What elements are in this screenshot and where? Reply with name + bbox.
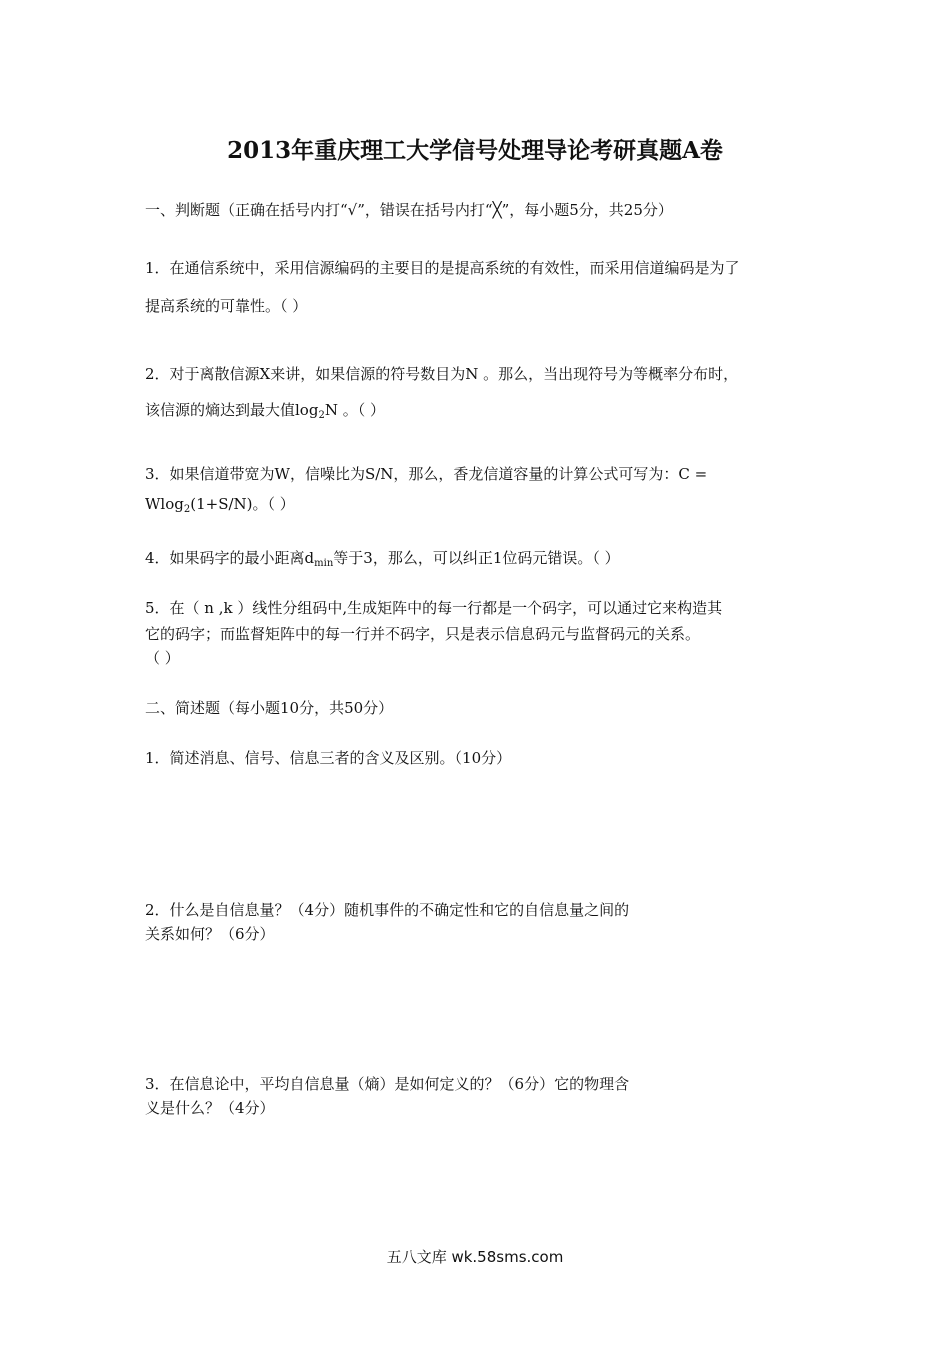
s1-q5-line2: 它的码字；而监督矩阵中的每一行并不码字，只是表示信息码元与监督码元的关系。 (145, 625, 701, 643)
s1-q3-line2: Wlog$_2$(1+S/N)。（ ） (145, 495, 295, 515)
page-title: 2013年重庆理工大学信号处理导论考研真题A卷 (227, 137, 723, 164)
s1-q2-line2: 该信源的熵达到最大值$\log_2N$ 。（ ） (145, 401, 385, 421)
section1-heading: 一、判断题（正确在括号内打“√”，错误在括号内打“╳”，每小题5分，共25分） (145, 201, 673, 219)
s1-q5-line1: 5．在（ n ,k ）线性分组码中,生成矩阵中的每一行都是一个码字，可以通过它来构造其 (145, 599, 723, 617)
s2-q3-line2: 义是什么？（4分） (145, 1099, 275, 1117)
s2-q2-line2: 关系如何？（6分） (145, 925, 275, 943)
s1-q1-line1: 1．在通信系统中，采用信源编码的主要目的是提高系统的有效性，而采用信道编码是为了 (145, 259, 740, 277)
s1-q1-line2: 提高系统的可靠性。（ ） (145, 297, 308, 315)
s1-q3-line1: 3．如果信道带宽为W，信噪比为S/N，那么，香龙信道容量的计算公式可写为：C = (145, 465, 708, 483)
s2-q3-line1: 3．在信息论中，平均自信息量（熵）是如何定义的？（6分）它的物理含 (145, 1075, 630, 1093)
footer-watermark: 五八文库 wk.58sms.com (386, 1248, 564, 1266)
s1-q2-line1: 2．对于离散信源X来讲，如果信源的符号数目为N 。那么，当出现符号为等概率分布时， (145, 365, 739, 383)
s2-q1: 1．简述消息、信号、信息三者的含义及区别。（10分） (145, 749, 512, 767)
s2-q2-line1: 2．什么是自信息量？（4分）随机事件的不确定性和它的自信息量之间的 (145, 901, 630, 919)
s1-q5-line3: （ ） (145, 649, 180, 667)
section2-heading: 二、简述题（每小题10分，共50分） (145, 699, 394, 717)
s1-q4: 4．如果码字的最小距离$d_{min}$等于3，那么，可以纠正1位码元错误。（ ） (145, 549, 620, 569)
